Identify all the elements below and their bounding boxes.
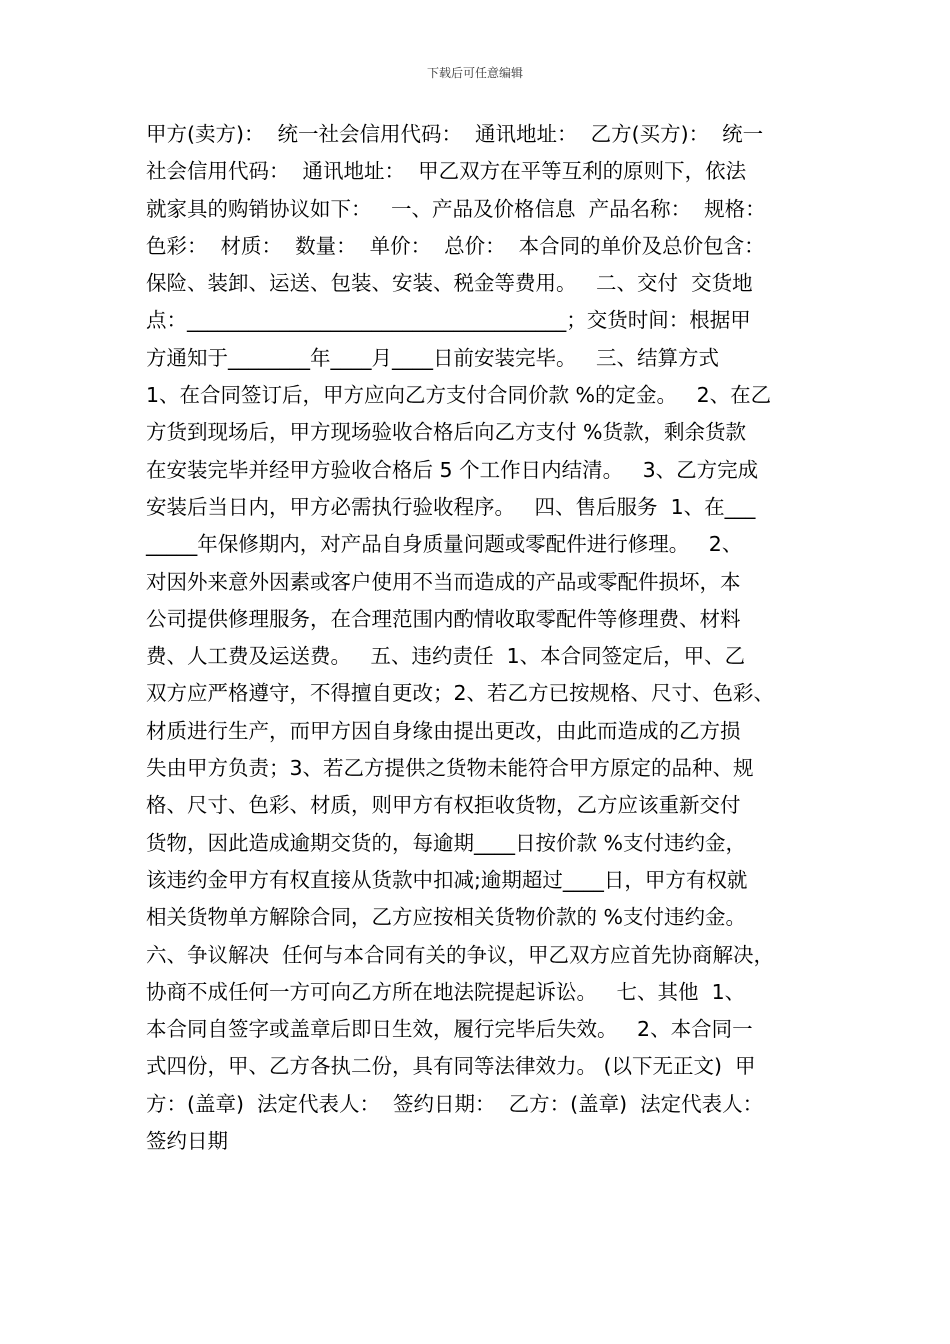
text-line: 失由甲方负责；3、若乙方提供之货物未能符合甲方原定的品种、规 bbox=[146, 756, 754, 781]
text-line: 就家具的购销协议如下： 一、产品及价格信息 产品名称： 规格： bbox=[146, 196, 766, 221]
text-line: 1、在合同签订后，甲方应向乙方支付合同价款 %的定金。 2、在乙 bbox=[146, 383, 772, 408]
text-line: 式四份，甲、乙方各执二份，具有同等法律效力。 (以下无正文) 甲 bbox=[146, 1054, 756, 1079]
text-line: 保险、装卸、运送、包装、安装、税金等费用。 二、交付 交货地 bbox=[146, 271, 753, 296]
text-line: 相关货物单方解除合同，乙方应按相关货物价款的 %支付违约金。 bbox=[146, 905, 746, 930]
text-line: 货物，因此造成逾期交货的，每逾期____日按价款 %支付违约金， bbox=[146, 830, 746, 855]
text-line: _____年保修期内，对产品自身质量问题或零配件进行修理。 2、 bbox=[146, 532, 743, 557]
text-line: 对因外来意外因素或客户使用不当而造成的产品或零配件损坏，本 bbox=[146, 569, 741, 594]
text-line: 社会信用代码： 通讯地址： 甲乙双方在平等互利的原则下，依法 bbox=[146, 159, 747, 184]
text-line: 色彩： 材质： 数量： 单价： 总价： 本合同的单价及总价包含： bbox=[146, 233, 765, 258]
text-line: 甲方(卖方)： 统一社会信用代码： 通讯地址： 乙方(买方)： 统一 bbox=[146, 122, 764, 146]
text-line: 点：_____________________________________；交货时间：根据甲 bbox=[146, 308, 751, 333]
page-header-note: 下载后可任意编辑 bbox=[426, 66, 523, 80]
text-line: 方通知于________年____月____日前安装完毕。 三、结算方式 bbox=[146, 345, 720, 370]
text-line: 费、人工费及运送费。 五、违约责任 1、本合同签定后，甲、乙 bbox=[146, 644, 746, 669]
text-line: 六、争议解决 任何与本合同有关的争议，甲乙双方应首先协商解决， bbox=[146, 942, 775, 967]
text-line: 材质进行生产，而甲方因自身缘由提出更改，由此而造成的乙方损 bbox=[146, 718, 741, 743]
text-line: 本合同自签字或盖章后即日生效，履行完毕后失效。 2、本合同一 bbox=[146, 1017, 753, 1042]
text-line: 安装后当日内，甲方必需执行验收程序。 四、售后服务 1、在___ bbox=[146, 494, 756, 519]
contract-body bbox=[146, 116, 816, 1160]
text-line: 双方应严格遵守，不得擅自更改；2、若乙方已按规格、尺寸、色彩、 bbox=[146, 681, 775, 706]
text-line: 公司提供修理服务，在合理范围内酌情收取零配件等修理费、材料 bbox=[146, 606, 741, 631]
text-line: 方货到现场后，甲方现场验收合格后向乙方支付 %货款，剩余货款 bbox=[146, 420, 746, 445]
text-line: 在安装完毕并经甲方验收合格后 5 个工作日内结清。 3、乙方完成 bbox=[146, 457, 759, 482]
text-line: 格、尺寸、色彩、材质，则甲方有权拒收货物，乙方应该重新交付 bbox=[146, 793, 741, 818]
text-line: 签约日期 bbox=[146, 1129, 228, 1154]
text-line: 协商不成任何一方可向乙方所在地法院提起诉讼。 七、其他 1、 bbox=[146, 979, 746, 1004]
text-line: 该违约金甲方有权直接从货款中扣减;逾期超过____日，甲方有权就 bbox=[146, 867, 748, 892]
text-line: 方：(盖章) 法定代表人： 签约日期： 乙方：(盖章) 法定代表人： bbox=[146, 1091, 764, 1116]
